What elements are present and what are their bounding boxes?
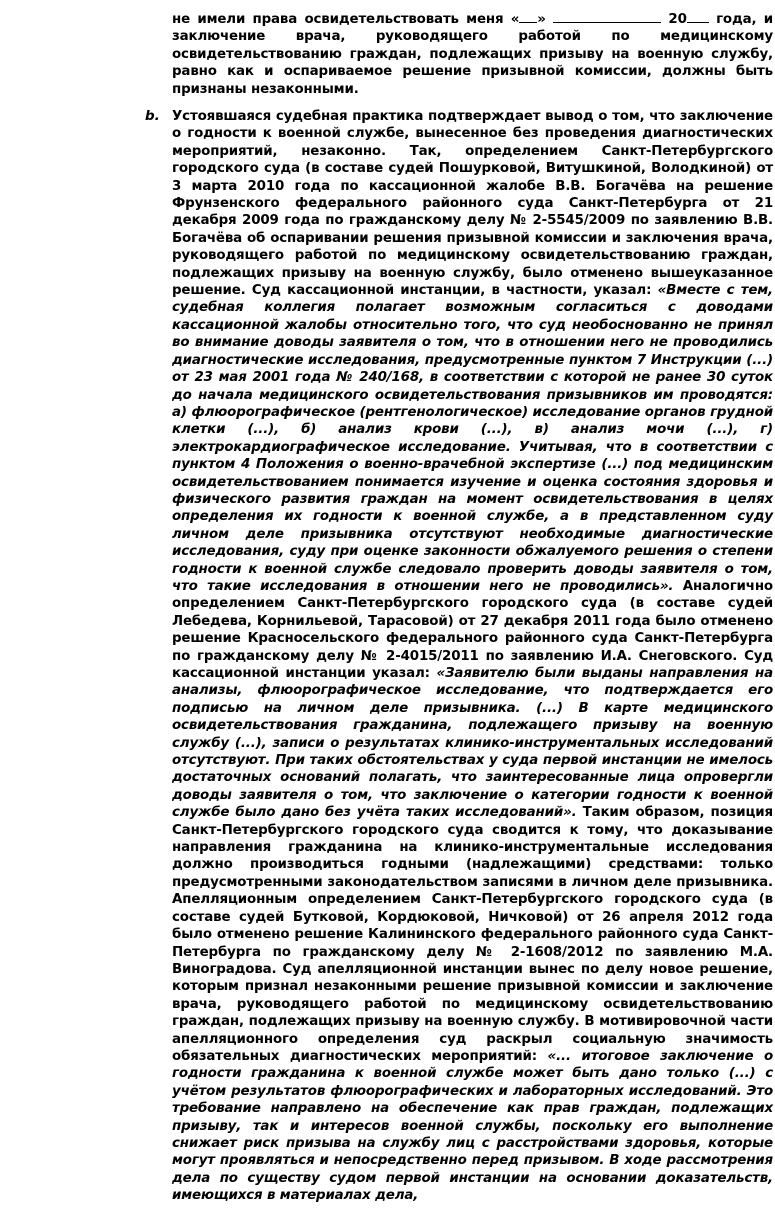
para-a-text-1: не имели права освидетельствовать меня « xyxy=(172,12,520,27)
quote-1: «Вместе с тем, судебная коллегия полагает возможным согласиться с доводами кассационной жалобы относительно того, что суд необоснованно не принял во внимание доводы заявителя о том, что в отношении него не проводились диагностические исследования, предусмотренные пунктом 7 Инструкции (...) от 23 мая 2001 года № 240/168, в соответствии с которой не ранее 30 суток до начала медицинского освидетельствования призывников им проводятся: а) флюорографическое (рентгенологическое) исследование органов грудной клетки (...), б) анализ крови (...), в) анализ мочи (...), г) электрокардиографическое исследование. Учитывая, что в соответствии с пунктом 4 Положения о военно-врачебной экспертизе (...) под медицинским освидетельствованием понимается изучение и оценка состояния здоровья и физического развития граждан на момент освидетельствования в целях определения их годности к военной службе, а в представленном суду личном деле призывника отсутствуют необходимые диагностические исследования, суду при оценке законности обжалуемого решения о степени годности к военной службе следовало проверить доводы заявителя о том, что такие исследования в отношении него не проводились». xyxy=(172,283,773,594)
quote-3: «... итоговое заключение о годности гражданина к военной службе может быть дано только (...) с учётом результатов флюорографических и лабораторных исследований. Это требование направлено на обеспечение как прав граждан, подлежащих призыву, так и интересов военной службы, поскольку его выполнение снижает риск призыва на службу лиц с расстройствами здоровья, которые могут проявляться и непосредственно перед призывом. В ходе рассмотрения дела по существу судом первой инстанции на основании доказательств, имеющихся в материалах дела, xyxy=(172,1048,773,1204)
para-a-text-3: 20 xyxy=(661,12,687,27)
para-b-text-3: Таким образом, позиция Санкт-Петербургского городского суда сводится к тому, что доказывание направления гражданина на клинико-инструментальные исследования должно производиться годными (надлежащими) средствами: только предусмотренными законодательством записями в личном деле призывника. Апелляционным определением Санкт-Петербургского городского суда (в составе судей Бутковой, Кордюковой, Ничковой) от 26 апреля 2012 года было отменено решение Калининского федерального районного суда Санкт-Петербурга по гражданскому делу № 2-1608/2012 по заявлению М.А. Виноградова. Суд апелляционной инстанции вынес по делу новое решение, которым признал незаконными решение призывной комиссии и заключение врача, руководящего работой по медицинскому освидетельствованию граждан, подлежащих призыву на военную службу. В мотивировочной части апелляционного определения суд раскрыл социальную значимость обязательных диагностических мероприятий: xyxy=(172,805,773,1064)
para-b-text-1: Устоявшаяся судебная практика подтверждает вывод о том, что заключение о годности к военной службе, вынесенное без проведения диагностических мероприятий, незаконно. Так, определением Санкт-Петербургского городского суда (в составе судей Пошурковой, Витушкиной, Володкиной) от 3 марта 2010 года по кассационной жалобе В.В. Богачёва на решение Фрунзенского федерального районного суда Санкт-Петербурга от 21 декабря 2009 года по гражданскому делу № 2-5545/2009 по заявлению В.В. Богачёва об оспаривании решения призывной комиссии и заключения врача, руководящего работой по медицинскому освидетельствованию граждан, подлежащих призыву на военную службу, было отменено вышеуказанное решение. Суд кассационной инстанции, в частности, указал: xyxy=(172,109,773,299)
blank-year-field xyxy=(687,10,709,23)
para-b-text-2: Аналогично определением Санкт-Петербургского городского суда (в составе судей Лебедева, Корнильевой, Тарасовой) от 27 декабря 2011 года было отменено решение Красносельского федерального районного суда Санкт-Петербурга по гражданскому делу № 2-4015/2011 по заявлению И.А. Снеговского. Суд кассационной инстанции указал: xyxy=(172,578,773,681)
blank-month-field xyxy=(553,10,661,23)
paragraph-b xyxy=(172,108,773,1205)
paragraph-a-continuation xyxy=(172,10,773,98)
list-marker-b: b. xyxy=(145,109,160,124)
para-a-text-2: » xyxy=(537,12,554,27)
para-a-text-4: года, и заключение врача, руководящего работой по медицинскому освидетельствованию граждан, подлежащих призыву на военную службу, равно как и оспариваемое решение призывной комиссии, должны быть признаны незаконными. xyxy=(172,12,774,97)
quote-2: «Заявителю были выданы направления на анализы, флюорографическое исследование, что подтверждается его подписью на личном деле призывника. (...) В карте медицинского освидетельствования гражданина, подлежащего призыву на военную службу (...), записи о результатах клинико-инструментальных исследований отсутствуют. При таких обстоятельствах у суда первой инстанции не имелось достаточных оснований полагать, что заинтересованные лица опровергли доводы заявителя о том, что заключение о категории годности к военной службе было дано без учёта таких исследований». xyxy=(172,666,774,821)
blank-day-field xyxy=(519,10,537,23)
